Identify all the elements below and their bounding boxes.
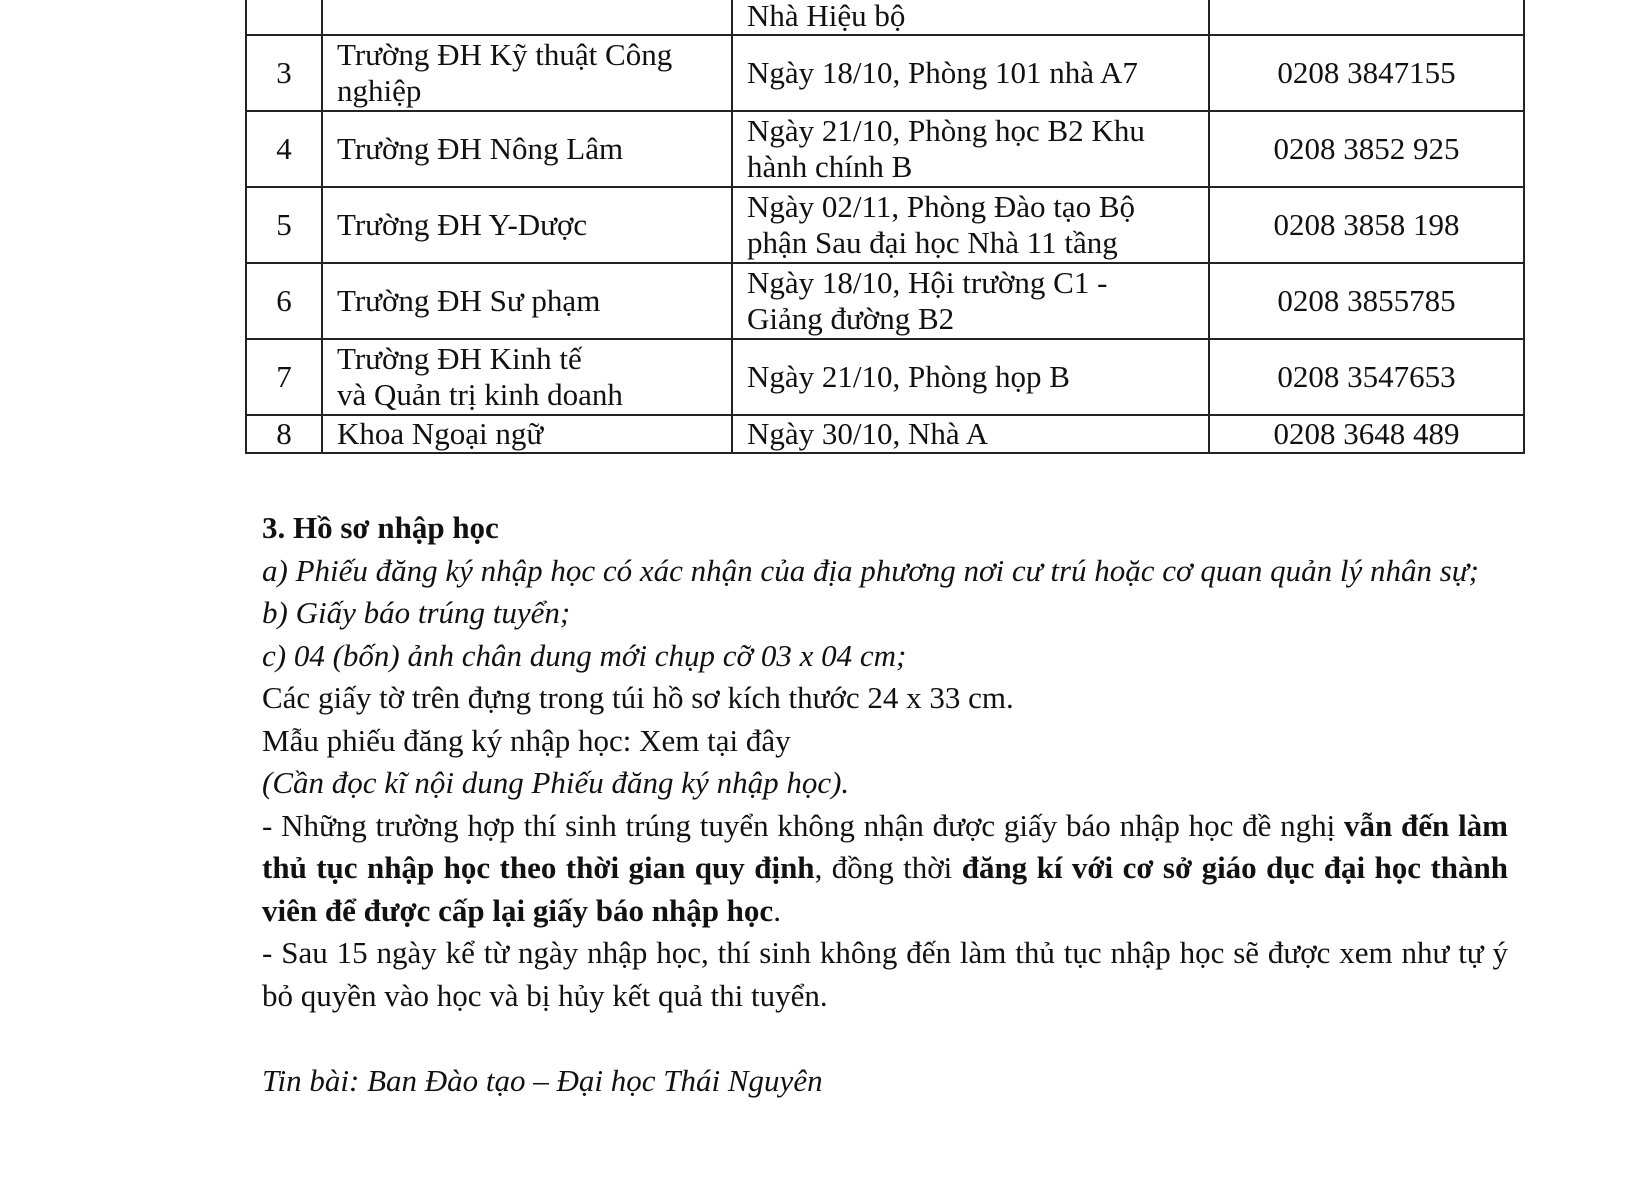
table-row: [246, 263, 1524, 339]
contact-phone: 0208 3852 925: [1209, 111, 1524, 187]
deadline-paragraph: - Sau 15 ngày kể từ ngày nhập học, thí sinh không đến làm thủ tục nhập học sẽ được xem như tự ý bỏ quyền vào học và bị hủy kết quả thi tuyển.: [262, 935, 1508, 1013]
place-line: Ngày 30/10, Nhà A: [747, 416, 989, 451]
row-number: 4: [246, 111, 322, 187]
place-line: hành chính B: [747, 149, 913, 184]
table-row: [246, 415, 1524, 453]
schedule-table-body: [246, 0, 1524, 453]
school-name: [322, 415, 732, 453]
source-credit: Tin bài: Ban Đào tạo – Đại học Thái Nguyên: [262, 1062, 823, 1098]
place-line: Nhà Hiệu bộ: [747, 0, 906, 33]
school-name: [322, 111, 732, 187]
enrollment-place: [732, 415, 1209, 453]
row-number: 3: [246, 35, 322, 111]
school-line: Trường ĐH Y-Dược: [337, 207, 588, 242]
contact-phone: 0208 3847155: [1209, 35, 1524, 111]
notice-emphasis: vẫn đến làm thủ tục nhập học theo thời gian quy định: [262, 807, 1509, 885]
place-line: phận Sau đại học Nhà 11 tầng: [747, 225, 1118, 260]
school-line: Trường ĐH Kinh tế: [337, 341, 582, 376]
contact-phone: 0208 3648 489: [1209, 415, 1524, 453]
table-row: [246, 187, 1524, 263]
section-heading: 3. Hồ sơ nhập học: [262, 510, 499, 545]
form-reading-note: (Cần đọc kĩ nội dung Phiếu đăng ký nhập học).: [262, 765, 850, 800]
school-line: và Quản trị kinh doanh: [337, 377, 623, 412]
school-line: Khoa Ngoại ngữ: [337, 416, 544, 451]
row-number: 6: [246, 263, 322, 339]
school-name: [322, 0, 732, 35]
contact-phone: 0208 3855785: [1209, 263, 1524, 339]
enrollment-place: [732, 111, 1209, 187]
row-number: 7: [246, 339, 322, 415]
requirement-item-b: b) Giấy báo trúng tuyển;: [262, 595, 571, 630]
place-line: Ngày 18/10, Hội trường C1 -: [747, 265, 1108, 300]
notice-emphasis: đăng kí với cơ sở giáo dục đại học thành viên để được cấp lại giấy báo nhập học: [262, 850, 1509, 928]
envelope-instruction: Các giấy tờ trên đựng trong túi hồ sơ kích thước 24 x 33 cm.: [262, 680, 1014, 715]
place-line: Ngày 18/10, Phòng 101 nhà A7: [747, 55, 1138, 90]
admission-documents-section: [262, 507, 1508, 1102]
school-line: Trường ĐH Nông Lâm: [337, 131, 624, 166]
spacer: [262, 1017, 1508, 1060]
row-number: 8: [246, 415, 322, 453]
contact-phone: 0208 3858 198: [1209, 187, 1524, 263]
requirement-item-c: c) 04 (bốn) ảnh chân dung mới chụp cỡ 03 x 04 cm;: [262, 637, 907, 673]
enrollment-place: [732, 0, 1209, 35]
enrollment-place: [732, 187, 1209, 263]
enrollment-place: [732, 263, 1209, 339]
school-line: Trường ĐH Kỹ thuật Công: [337, 37, 673, 72]
school-name: [322, 187, 732, 263]
row-number: [246, 0, 322, 35]
enrollment-schedule-table: [245, 0, 1525, 454]
enrollment-place: [732, 339, 1209, 415]
school-name: [322, 263, 732, 339]
contact-phone: [1209, 0, 1524, 35]
table-row: [246, 0, 1524, 35]
form-link-text[interactable]: Mẫu phiếu đăng ký nhập học: Xem tại đây: [262, 722, 791, 758]
school-name: [322, 339, 732, 415]
table-row: [246, 35, 1524, 111]
notice-text: , đồng thời: [814, 850, 962, 885]
school-line: nghiệp: [337, 73, 422, 108]
place-line: Ngày 21/10, Phòng học B2 Khu: [747, 113, 1145, 148]
place-line: Ngày 02/11, Phòng Đào tạo Bộ: [747, 189, 1136, 224]
table-row: [246, 111, 1524, 187]
place-line: Giảng đường B2: [747, 301, 955, 336]
enrollment-place: [732, 35, 1209, 111]
requirement-item-a: a) Phiếu đăng ký nhập học có xác nhận của địa phương nơi cư trú hoặc cơ quan quản lý nhân sự;: [262, 552, 1479, 588]
missing-notice-paragraph: [262, 805, 1508, 933]
notice-text: - Những trường hợp thí sinh trúng tuyển không nhận được giấy báo nhập học đề nghị: [262, 807, 1345, 843]
school-name: [322, 35, 732, 111]
row-number: 5: [246, 187, 322, 263]
place-line: Ngày 21/10, Phòng họp B: [747, 359, 1070, 394]
school-line: Trường ĐH Sư phạm: [337, 283, 601, 318]
contact-phone: 0208 3547653: [1209, 339, 1524, 415]
notice-text: .: [773, 892, 781, 928]
table-row: [246, 339, 1524, 415]
